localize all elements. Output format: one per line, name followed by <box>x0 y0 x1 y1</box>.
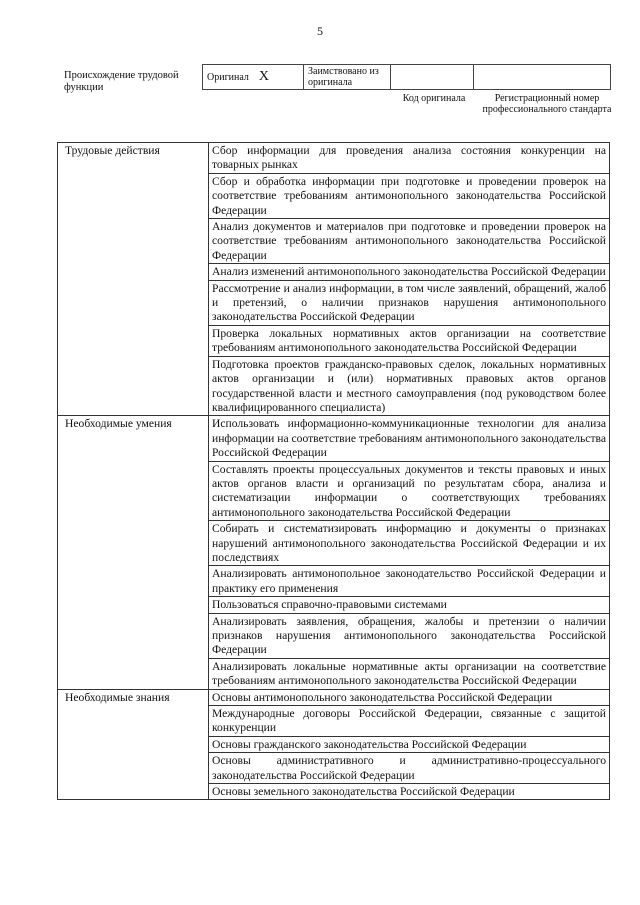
table-row <box>58 143 610 174</box>
section-item: Использовать информационно-коммуникационные технологии для анализа информации на соответствие требованиям антимонопольного законодательства Российской Федерации <box>209 416 610 461</box>
section-item: Основы земельного законодательства Российской Федерации <box>209 784 610 800</box>
section-heading: Необходимые знания <box>58 689 209 800</box>
section-item: Анализировать заявления, обращения, жалобы и претензии о наличии признаков нарушения антимонопольного законодательства Российской Федерации <box>209 613 610 658</box>
section-item: Основы административного и административно-процессуального законодательства Российской Федерации <box>209 753 610 784</box>
section-item: Рассмотрение и анализ информации, в том числе заявлений, обращений, жалоб и претензий, о наличии признаков нарушения антимонопольного законодательства Российской Федерации <box>209 280 610 325</box>
section-heading: Необходимые умения <box>58 416 209 689</box>
section-item: Собирать и систематизировать информацию и документы о признаках нарушений антимонопольного законодательства Российской Федерации и их последствиях <box>209 521 610 566</box>
section-heading: Трудовые действия <box>58 143 209 416</box>
table-row <box>58 416 610 461</box>
original-code-cell <box>391 65 474 90</box>
section-item: Сбор и обработка информации при подготовке и проведении проверок на соответствие требованиям антимонопольного законодательства Российской Федерации <box>209 173 610 218</box>
code-caption: Код оригинала <box>402 93 466 104</box>
section-item: Анализ документов и материалов при подготовке и проведении проверок на соответствие требованиям антимонопольного законодательства Российской Федерации <box>209 219 610 264</box>
reg-caption: Регистрационный номер профессионального стандарта <box>482 93 612 115</box>
original-mark: X <box>258 69 270 84</box>
section-item: Международные договоры Российской Федерации, связанные с защитой конкуренции <box>209 706 610 737</box>
section-item: Проверка локальных нормативных актов организации на соответствие требованиям антимонопольного законодательства Российской Федерации <box>209 325 610 356</box>
table-row <box>58 689 610 705</box>
section-item: Основы антимонопольного законодательства Российской Федерации <box>209 689 610 705</box>
section-item: Составлять проекты процессуальных документов и тексты правовых и иных актов органов власти и организаций по результатам сбора, анализа и систематизации информации о соответствующих требованиях антимонопольного законодательства Российской Федерации <box>209 461 610 521</box>
function-table <box>57 142 610 800</box>
original-cell <box>203 65 304 90</box>
page-number: 5 <box>317 24 323 38</box>
section-item: Сбор информации для проведения анализа состояния конкуренции на товарных рынках <box>209 143 610 174</box>
origin-table <box>202 64 611 90</box>
original-label: Оригинал <box>207 72 249 83</box>
section-item: Подготовка проектов гражданско-правовых сделок, локальных нормативных актов организации и (или) нормативных правовых актов органов государственной власти и местного самоуправления (под руководством более квалифицированного специалиста) <box>209 356 610 416</box>
section-item: Пользоваться справочно-правовыми системами <box>209 597 610 613</box>
origin-label: Происхождение трудовой функции <box>64 70 179 93</box>
section-item: Анализировать антимонопольное законодательство Российской Федерации и практику его применения <box>209 566 610 597</box>
section-item: Анализировать локальные нормативные акты организации на соответствие требованиям антимонопольного законодательства Российской Федерации <box>209 658 610 689</box>
borrowed-cell: Заимствовано из оригинала <box>304 65 391 90</box>
section-item: Анализ изменений антимонопольного законодательства Российской Федерации <box>209 264 610 280</box>
reg-number-cell <box>474 65 611 90</box>
section-item: Основы гражданского законодательства Российской Федерации <box>209 736 610 752</box>
